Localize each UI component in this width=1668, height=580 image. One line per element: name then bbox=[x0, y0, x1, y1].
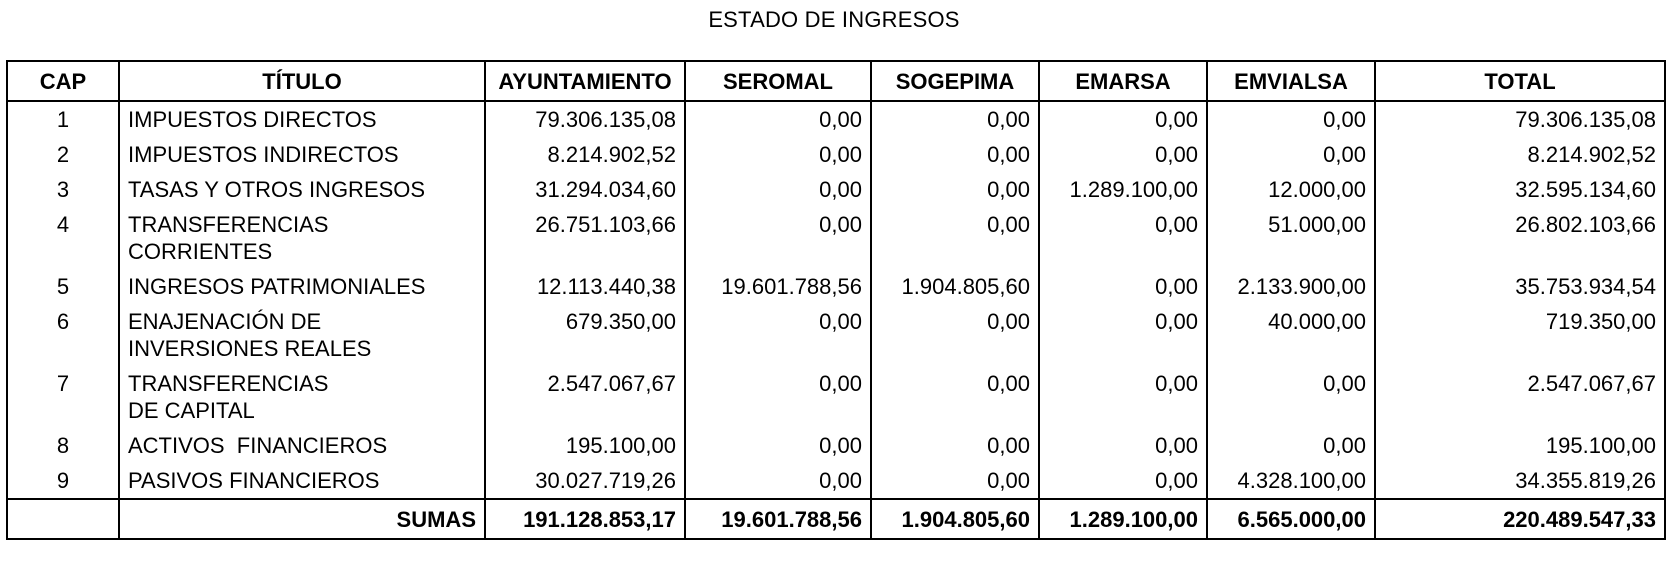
header-total: TOTAL bbox=[1375, 61, 1665, 101]
header-titulo: TÍTULO bbox=[119, 61, 485, 101]
header-ayuntamiento: AYUNTAMIENTO bbox=[485, 61, 685, 101]
emarsa-cell: 0,00 bbox=[1039, 428, 1207, 463]
emarsa-cell: 0,00 bbox=[1039, 366, 1207, 428]
total-emvialsa: 6.565.000,00 bbox=[1207, 499, 1375, 539]
table-header-row bbox=[7, 61, 1665, 101]
header-sogepima: SOGEPIMA bbox=[871, 61, 1039, 101]
cap-cell: 8 bbox=[7, 428, 119, 463]
total-cell: 79.306.135,08 bbox=[1375, 101, 1665, 137]
seromal-cell: 0,00 bbox=[685, 428, 871, 463]
total-emarsa: 1.289.100,00 bbox=[1039, 499, 1207, 539]
header-emarsa: EMARSA bbox=[1039, 61, 1207, 101]
total-cell: 2.547.067,67 bbox=[1375, 366, 1665, 428]
seromal-cell: 0,00 bbox=[685, 463, 871, 499]
title-cell bbox=[119, 269, 485, 304]
total-cell: 35.753.934,54 bbox=[1375, 269, 1665, 304]
title-line: IMPUESTOS INDIRECTOS bbox=[128, 142, 399, 167]
document-title: ESTADO DE INGRESOS bbox=[708, 7, 960, 32]
emvialsa-cell: 0,00 bbox=[1207, 101, 1375, 137]
table-row bbox=[7, 304, 1665, 366]
emvialsa-cell: 51.000,00 bbox=[1207, 207, 1375, 269]
sogepima-cell: 0,00 bbox=[871, 137, 1039, 172]
table-row bbox=[7, 269, 1665, 304]
sogepima-cell: 0,00 bbox=[871, 172, 1039, 207]
emarsa-cell: 0,00 bbox=[1039, 207, 1207, 269]
title-line: ACTIVOS FINANCIEROS bbox=[128, 433, 388, 458]
ayuntamiento-cell: 31.294.034,60 bbox=[485, 172, 685, 207]
seromal-cell: 0,00 bbox=[685, 207, 871, 269]
title-line: IMPUESTOS DIRECTOS bbox=[128, 107, 377, 132]
header-seromal: SEROMAL bbox=[685, 61, 871, 101]
table-row bbox=[7, 101, 1665, 137]
totals-label: SUMAS bbox=[119, 499, 485, 539]
emvialsa-cell: 0,00 bbox=[1207, 137, 1375, 172]
table-row bbox=[7, 172, 1665, 207]
emvialsa-cell: 2.133.900,00 bbox=[1207, 269, 1375, 304]
total-cell: 26.802.103,66 bbox=[1375, 207, 1665, 269]
title-cell bbox=[119, 137, 485, 172]
title-line: TRANSFERENCIAS bbox=[128, 212, 329, 237]
cap-cell: 2 bbox=[7, 137, 119, 172]
title-cell bbox=[119, 428, 485, 463]
totals-row bbox=[7, 499, 1665, 539]
income-table bbox=[6, 60, 1666, 540]
title-line: DE CAPITAL bbox=[128, 398, 255, 423]
ayuntamiento-cell: 79.306.135,08 bbox=[485, 101, 685, 137]
title-line: TASAS Y OTROS INGRESOS bbox=[128, 177, 426, 202]
title-line: INVERSIONES REALES bbox=[128, 336, 372, 361]
emvialsa-cell: 12.000,00 bbox=[1207, 172, 1375, 207]
table-row bbox=[7, 137, 1665, 172]
total-ayuntamiento: 191.128.853,17 bbox=[485, 499, 685, 539]
ayuntamiento-cell: 30.027.719,26 bbox=[485, 463, 685, 499]
cap-cell: 7 bbox=[7, 366, 119, 428]
seromal-cell: 0,00 bbox=[685, 304, 871, 366]
header-cap: CAP bbox=[7, 61, 119, 101]
title-line: CORRIENTES bbox=[128, 239, 273, 264]
seromal-cell: 19.601.788,56 bbox=[685, 269, 871, 304]
title-line: ENAJENACIÓN DE bbox=[128, 309, 322, 334]
cap-cell: 4 bbox=[7, 207, 119, 269]
emarsa-cell: 0,00 bbox=[1039, 101, 1207, 137]
ayuntamiento-cell: 26.751.103,66 bbox=[485, 207, 685, 269]
sogepima-cell: 0,00 bbox=[871, 207, 1039, 269]
cap-cell: 1 bbox=[7, 101, 119, 137]
sogepima-cell: 1.904.805,60 bbox=[871, 269, 1039, 304]
title-cell bbox=[119, 463, 485, 499]
ayuntamiento-cell: 12.113.440,38 bbox=[485, 269, 685, 304]
table-row bbox=[7, 428, 1665, 463]
title-cell bbox=[119, 207, 485, 269]
title-cell bbox=[119, 172, 485, 207]
emvialsa-cell: 0,00 bbox=[1207, 428, 1375, 463]
title-line: TRANSFERENCIAS bbox=[128, 371, 329, 396]
seromal-cell: 0,00 bbox=[685, 366, 871, 428]
ayuntamiento-cell: 8.214.902,52 bbox=[485, 137, 685, 172]
emarsa-cell: 0,00 bbox=[1039, 269, 1207, 304]
total-seromal: 19.601.788,56 bbox=[685, 499, 871, 539]
seromal-cell: 0,00 bbox=[685, 101, 871, 137]
cap-cell: 6 bbox=[7, 304, 119, 366]
title-cell bbox=[119, 304, 485, 366]
total-grand: 220.489.547,33 bbox=[1375, 499, 1665, 539]
table-row bbox=[7, 366, 1665, 428]
emvialsa-cell: 40.000,00 bbox=[1207, 304, 1375, 366]
table-row bbox=[7, 207, 1665, 269]
total-cell: 195.100,00 bbox=[1375, 428, 1665, 463]
sogepima-cell: 0,00 bbox=[871, 101, 1039, 137]
title-line: PASIVOS FINANCIEROS bbox=[128, 468, 380, 493]
sogepima-cell: 0,00 bbox=[871, 304, 1039, 366]
total-cell: 32.595.134,60 bbox=[1375, 172, 1665, 207]
seromal-cell: 0,00 bbox=[685, 137, 871, 172]
emarsa-cell: 1.289.100,00 bbox=[1039, 172, 1207, 207]
ayuntamiento-cell: 2.547.067,67 bbox=[485, 366, 685, 428]
title-cell bbox=[119, 366, 485, 428]
emarsa-cell: 0,00 bbox=[1039, 463, 1207, 499]
total-cell: 719.350,00 bbox=[1375, 304, 1665, 366]
emarsa-cell: 0,00 bbox=[1039, 137, 1207, 172]
sogepima-cell: 0,00 bbox=[871, 428, 1039, 463]
totals-empty-cell bbox=[7, 499, 119, 539]
total-sogepima: 1.904.805,60 bbox=[871, 499, 1039, 539]
title-line: INGRESOS PATRIMONIALES bbox=[128, 274, 426, 299]
cap-cell: 5 bbox=[7, 269, 119, 304]
emvialsa-cell: 0,00 bbox=[1207, 366, 1375, 428]
emarsa-cell: 0,00 bbox=[1039, 304, 1207, 366]
sogepima-cell: 0,00 bbox=[871, 366, 1039, 428]
title-cell bbox=[119, 101, 485, 137]
ayuntamiento-cell: 679.350,00 bbox=[485, 304, 685, 366]
table-row bbox=[7, 463, 1665, 499]
total-cell: 34.355.819,26 bbox=[1375, 463, 1665, 499]
header-emvialsa: EMVIALSA bbox=[1207, 61, 1375, 101]
sogepima-cell: 0,00 bbox=[871, 463, 1039, 499]
cap-cell: 3 bbox=[7, 172, 119, 207]
seromal-cell: 0,00 bbox=[685, 172, 871, 207]
total-cell: 8.214.902,52 bbox=[1375, 137, 1665, 172]
ayuntamiento-cell: 195.100,00 bbox=[485, 428, 685, 463]
emvialsa-cell: 4.328.100,00 bbox=[1207, 463, 1375, 499]
cap-cell: 9 bbox=[7, 463, 119, 499]
